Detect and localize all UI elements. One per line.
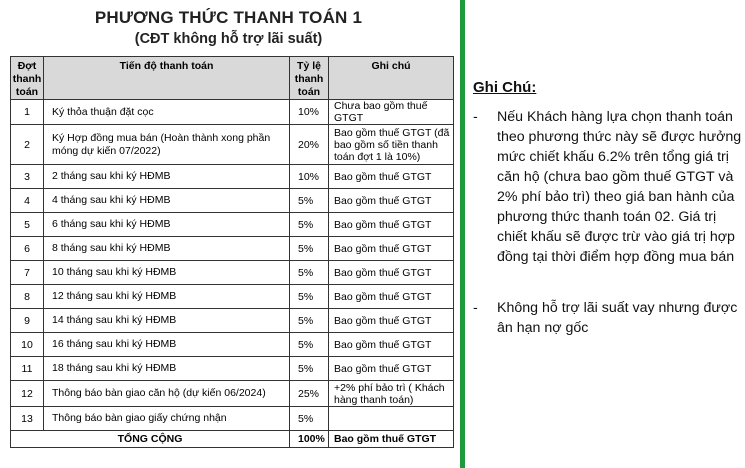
- total-row: [11, 431, 454, 448]
- row-period: 11: [11, 357, 44, 381]
- row-period: 1: [11, 100, 44, 125]
- total-note: Bao gồm thuế GTGT: [329, 431, 454, 448]
- row-progress: 14 tháng sau khi ký HĐMB: [44, 309, 290, 333]
- row-rate: 5%: [290, 333, 329, 357]
- row-rate: 5%: [290, 189, 329, 213]
- notes-panel: [465, 0, 745, 468]
- row-note: Bao gồm thuế GTGT: [329, 165, 454, 189]
- page-subtitle: (CĐT không hỗ trợ lãi suất): [134, 31, 323, 47]
- row-period: 5: [11, 213, 44, 237]
- table-row: [11, 309, 454, 333]
- row-note: Bao gồm thuế GTGT: [329, 261, 454, 285]
- row-rate: 5%: [290, 407, 329, 431]
- row-progress: Thông báo bàn giao căn hộ (dự kiến 06/2024): [44, 381, 290, 407]
- row-progress: 12 tháng sau khi ký HĐMB: [44, 285, 290, 309]
- row-period: 13: [11, 407, 44, 431]
- row-rate: 5%: [290, 285, 329, 309]
- table-row: [11, 125, 454, 165]
- total-label: TỔNG CỘNG: [11, 431, 290, 448]
- payment-table: [10, 56, 454, 448]
- table-row: [11, 381, 454, 407]
- table-row: [11, 407, 454, 431]
- table-row: [11, 213, 454, 237]
- row-rate: 5%: [290, 309, 329, 333]
- row-note: Bao gồm thuế GTGT (đã bao gồm số tiền thanh toán đợt 1 là 10%): [329, 125, 454, 165]
- row-period: 4: [11, 189, 44, 213]
- table-row: [11, 357, 454, 381]
- table-row: [11, 237, 454, 261]
- row-period: 2: [11, 125, 44, 165]
- table-row: [11, 100, 454, 125]
- table-row: [11, 165, 454, 189]
- table-row: [11, 285, 454, 309]
- table-row: [11, 333, 454, 357]
- row-progress: Ký Hợp đồng mua bán (Hoàn thành xong phần móng dự kiến 07/2022): [44, 125, 290, 165]
- table-row: [11, 261, 454, 285]
- row-rate: 5%: [290, 261, 329, 285]
- row-note: [329, 407, 454, 431]
- header-note: Ghi chú: [329, 57, 454, 100]
- row-note: Bao gồm thuế GTGT: [329, 357, 454, 381]
- row-period: 9: [11, 309, 44, 333]
- page-title: PHƯƠNG THỨC THANH TOÁN 1: [94, 8, 363, 27]
- row-rate: 5%: [290, 213, 329, 237]
- row-progress: 6 tháng sau khi ký HĐMB: [44, 213, 290, 237]
- row-rate: 10%: [290, 100, 329, 125]
- row-note: Bao gồm thuế GTGT: [329, 213, 454, 237]
- row-progress: 4 tháng sau khi ký HĐMB: [44, 189, 290, 213]
- row-note: Chưa bao gồm thuế GTGT: [329, 100, 454, 125]
- row-rate: 20%: [290, 125, 329, 165]
- row-period: 10: [11, 333, 44, 357]
- row-note: Bao gồm thuế GTGT: [329, 237, 454, 261]
- header-progress: Tiến độ thanh toán: [44, 57, 290, 100]
- row-note: +2% phí bảo trì ( Khách hàng thanh toán): [329, 381, 454, 407]
- header-rate: Tỷ lệ thanh toán: [290, 57, 329, 100]
- row-rate: 5%: [290, 237, 329, 261]
- row-progress: 8 tháng sau khi ký HĐMB: [44, 237, 290, 261]
- table-row: [11, 189, 454, 213]
- row-progress: Thông báo bàn giao giấy chứng nhận: [44, 407, 290, 431]
- row-rate: 10%: [290, 165, 329, 189]
- table-header-row: [11, 57, 454, 100]
- row-progress: 2 tháng sau khi ký HĐMB: [44, 165, 290, 189]
- row-progress: 10 tháng sau khi ký HĐMB: [44, 261, 290, 285]
- row-note: Bao gồm thuế GTGT: [329, 309, 454, 333]
- row-progress: 16 tháng sau khi ký HĐMB: [44, 333, 290, 357]
- note-text: Không hỗ trợ lãi suất vay nhưng được ân hạn nợ gốc: [497, 300, 738, 336]
- note-text: Nếu Khách hàng lựa chọn thanh toán theo phương thức này sẽ được hưởng mức chiết khấu 6.2% trên tổng giá trị căn hộ (chưa bao gồm thuế GTGT và 2% phí bảo trì) theo giá ban hành của phương thức thanh toán 02. Giá trị chiết khấu sẽ được trừ vào giá trị hợp đồng tại thời điểm hợp đồng mua bán: [497, 109, 742, 265]
- note-bullet: -: [473, 109, 478, 125]
- header-period: Đợt thanh toán: [11, 57, 44, 100]
- row-period: 8: [11, 285, 44, 309]
- row-period: 3: [11, 165, 44, 189]
- notes-heading: Ghi Chú:: [473, 79, 537, 96]
- row-period: 6: [11, 237, 44, 261]
- row-period: 7: [11, 261, 44, 285]
- note-bullet: -: [473, 300, 478, 316]
- row-note: Bao gồm thuế GTGT: [329, 285, 454, 309]
- row-note: Bao gồm thuế GTGT: [329, 189, 454, 213]
- row-period: 12: [11, 381, 44, 407]
- row-rate: 25%: [290, 381, 329, 407]
- row-progress: 18 tháng sau khi ký HĐMB: [44, 357, 290, 381]
- row-progress: Ký thỏa thuận đặt cọc: [44, 100, 290, 125]
- row-rate: 5%: [290, 357, 329, 381]
- row-note: Bao gồm thuế GTGT: [329, 333, 454, 357]
- total-rate: 100%: [290, 431, 329, 448]
